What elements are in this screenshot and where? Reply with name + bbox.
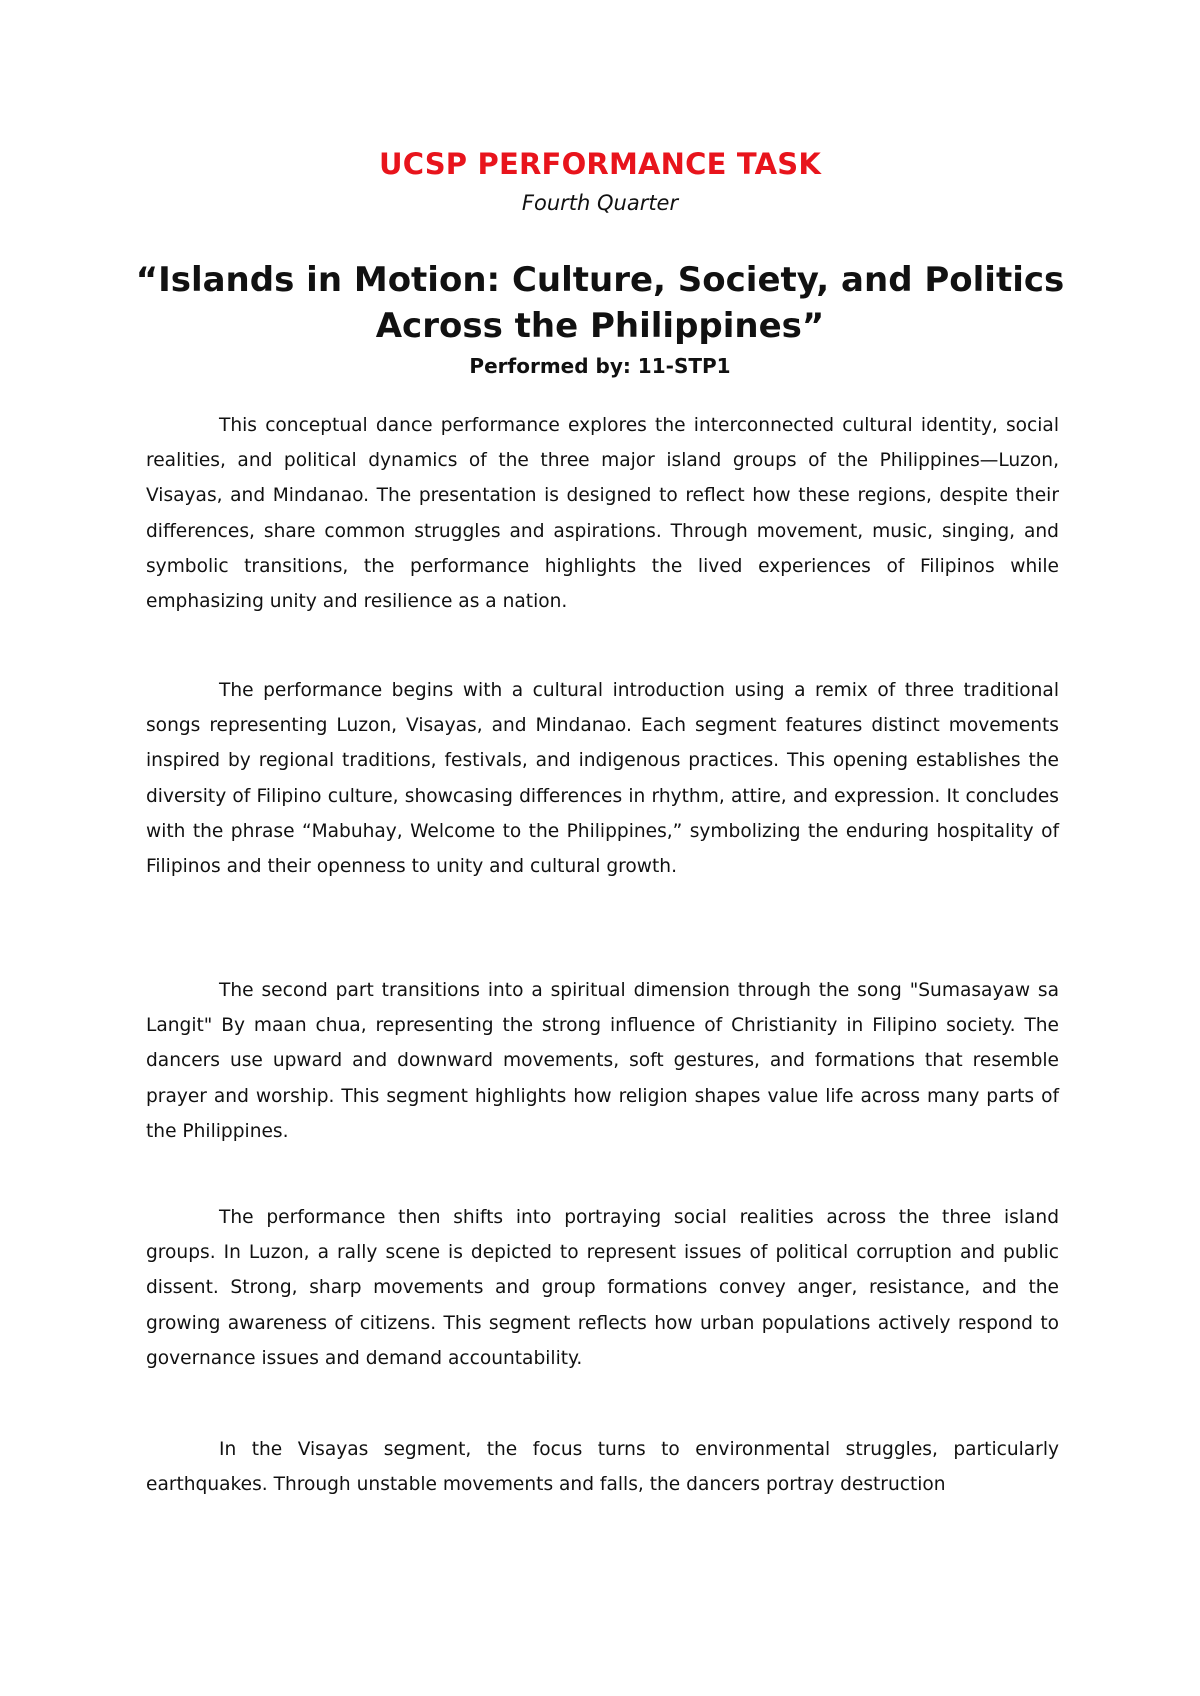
paragraph-visayas-segment: In the Visayas segment, the focus turns to environmental struggles, particularly earthquakes. Through unstable movements and falls, the dancers portray destruction bbox=[146, 1439, 1059, 1496]
performance-title: “Islands in Motion: Culture, Society, and Politics Across the Philippines” bbox=[135, 260, 1065, 346]
performed-by-line: Performed by: 11-STP1 bbox=[469, 354, 731, 378]
paragraph-social-realities: The performance then shifts into portraying social realities across the three island groups. In Luzon, a rally scene is depicted to represent issues of political corruption and public dissent. Strong, sharp movements and group formations convey anger, resistance, and the growing awareness of citizens. This segment reflects how urban populations actively respond to governance issues and demand accountability. bbox=[146, 1207, 1059, 1369]
document-title: UCSP PERFORMANCE TASK bbox=[378, 147, 822, 181]
paragraph-spiritual-dimension: The second part transitions into a spiritual dimension through the song "Sumasayaw sa Langit" By maan chua, representing the strong influence of Christianity in Filipino society. The dancers use upward and downward movements, soft gestures, and formations that resemble prayer and worship. This segment highlights how religion shapes value life across many parts of the Philippines. bbox=[146, 980, 1059, 1142]
document-subtitle: Fourth Quarter bbox=[521, 191, 679, 215]
paragraph-introduction: This conceptual dance performance explores the interconnected cultural identity, social realities, and political dynamics of the three major island groups of the Philippines—Luzon, Visayas, and Mindanao. The presentation is designed to reflect how these regions, despite their differences, share common struggles and aspirations. Through movement, music, singing, and symbolic transitions, the performance highlights the lived experiences of Filipinos while emphasizing unity and resilience as a nation. bbox=[146, 415, 1059, 613]
paragraph-cultural-introduction: The performance begins with a cultural introduction using a remix of three traditional songs representing Luzon, Visayas, and Mindanao. Each segment features distinct movements inspired by regional traditions, festivals, and indigenous practices. This opening establishes the diversity of Filipino culture, showcasing differences in rhythm, attire, and expression. It concludes with the phrase “Mabuhay, Welcome to the Philippines,” symbolizing the enduring hospitality of Filipinos and their openness to unity and cultural growth. bbox=[146, 680, 1059, 878]
